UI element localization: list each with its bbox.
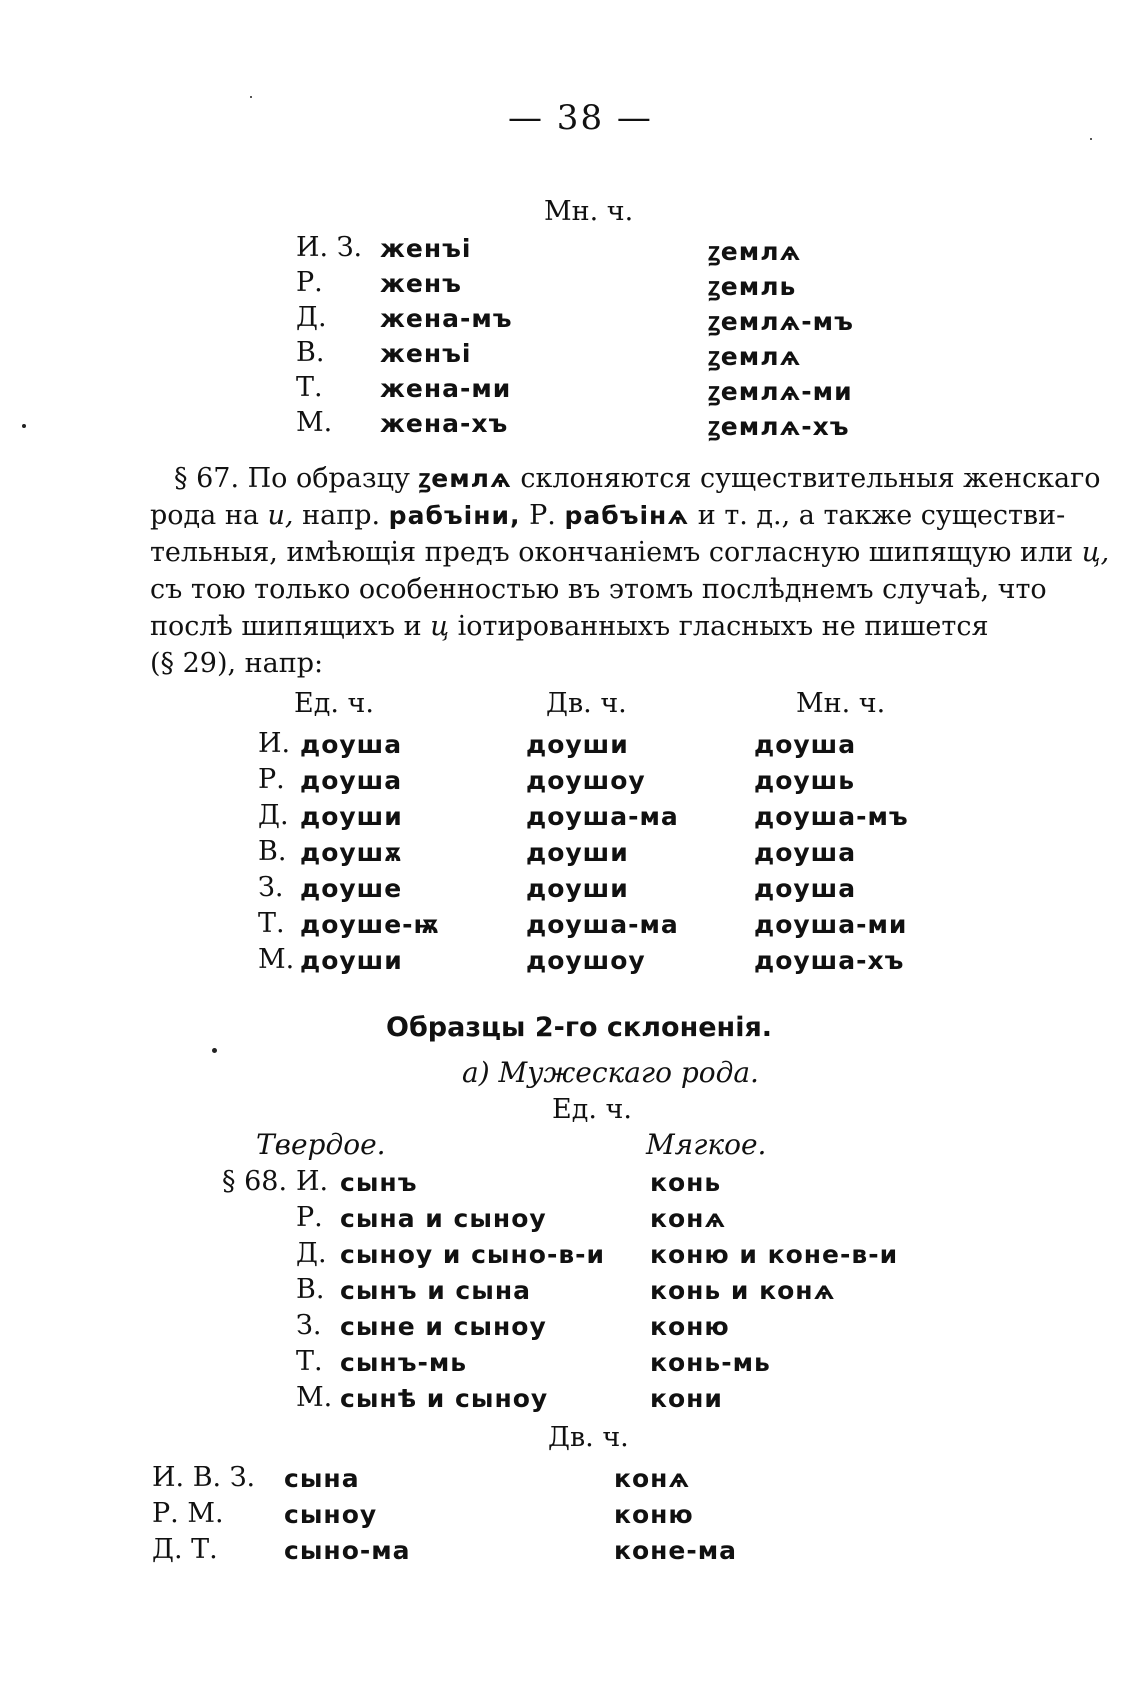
form-soft: конь-мь [650, 1348, 771, 1377]
case-label: Т. [296, 1346, 323, 1377]
paragraph-text: и т. д., а также существи- [697, 500, 1066, 531]
form-hard: сынъ и сына [340, 1276, 531, 1305]
case-label: И. [258, 728, 291, 759]
soft-label: Мягкое. [646, 1128, 767, 1161]
singular-label: Ед. ч. [552, 1094, 632, 1125]
form-left: жена-мъ [380, 304, 513, 333]
scan-speck [250, 96, 252, 98]
case-label: З. [296, 1310, 322, 1341]
form-soft: конѧ [614, 1464, 691, 1493]
cs-word: рабъінѧ [564, 501, 690, 530]
form-plural: доуша [754, 874, 857, 903]
section-heading: Образцы 2-го склоненія. [386, 1012, 773, 1043]
form-singular: доуша [300, 730, 403, 759]
form-singular: доуше-ѭ [300, 910, 440, 939]
italic-letter: и, [267, 500, 294, 531]
form-right: ꙁемлѧ-ми [708, 377, 853, 406]
form-singular: доуша [300, 766, 403, 795]
paragraph-line [150, 645, 1000, 682]
form-plural: доуша-хъ [754, 946, 905, 975]
paragraph-line [150, 571, 1047, 608]
form-soft: конь и конѧ [650, 1276, 836, 1305]
plural-header: Мн. ч. [544, 196, 634, 227]
form-soft: конѧ [650, 1204, 727, 1233]
column-header-plural: Мн. ч. [796, 688, 886, 719]
form-hard: сыне и сыноу [340, 1312, 547, 1341]
paragraph-line [150, 608, 1000, 645]
form-soft: кони [650, 1384, 723, 1413]
form-hard: сыно-ма [284, 1536, 411, 1565]
scan-speck [22, 424, 26, 428]
paragraph-text: рода на [150, 500, 259, 531]
case-label: Д. [296, 302, 327, 333]
paragraph-text: § 67. По образцу [174, 463, 410, 494]
case-label: В. [296, 337, 325, 368]
form-right: ꙁемлѧ-хъ [708, 412, 850, 441]
case-label: Т. [296, 372, 323, 403]
form-soft: коне-ма [614, 1536, 738, 1565]
paragraph-text: (§ 29), напр: [150, 648, 324, 679]
form-singular: доуше [300, 874, 403, 903]
paragraph-text: съ тою только особенностью въ этомъ послѣднемъ случаѣ, что [150, 574, 1047, 605]
case-label: Р. [296, 1202, 323, 1233]
scan-speck [212, 1048, 217, 1053]
case-label: Р. [296, 267, 323, 298]
form-dual: доуша-ма [526, 802, 679, 831]
column-header-singular: Ед. ч. [294, 688, 374, 719]
italic-letter: ц, [1081, 537, 1110, 568]
dual-label: Дв. ч. [548, 1422, 629, 1453]
form-hard: сына [284, 1464, 360, 1493]
form-hard: сынъ [340, 1168, 418, 1197]
hard-label: Твердое. [256, 1128, 386, 1161]
paragraph-line [150, 460, 1101, 497]
scan-speck [1090, 138, 1092, 140]
form-dual: доушоу [526, 946, 646, 975]
case-label: В. [258, 836, 287, 867]
form-hard: сыноу и сыно-в-и [340, 1240, 606, 1269]
paragraph-text: іотированныхъ гласныхъ не пишется [457, 611, 989, 642]
case-label: З. [258, 872, 284, 903]
form-hard: сынъ-мь [340, 1348, 468, 1377]
page-number: — 38 — [508, 98, 653, 138]
form-soft: коню [614, 1500, 694, 1529]
form-plural: доуша [754, 730, 857, 759]
form-soft: конь [650, 1168, 722, 1197]
form-dual: доуши [526, 874, 629, 903]
case-label: В. [296, 1274, 325, 1305]
form-left: жена-ми [380, 374, 512, 403]
form-dual: доушоу [526, 766, 646, 795]
form-singular: доушѫ [300, 838, 403, 867]
paragraph-line [150, 534, 1110, 571]
case-label: М. [296, 1382, 333, 1413]
case-label: Д. Т. [152, 1534, 218, 1565]
case-label: Р. [258, 764, 285, 795]
form-right: ꙁемль [708, 272, 797, 301]
case-label: М. [258, 944, 295, 975]
form-dual: доуши [526, 730, 629, 759]
case-label: И. [296, 1166, 329, 1197]
form-soft: коню [650, 1312, 730, 1341]
form-right: ꙁемлѧ [708, 342, 802, 371]
form-dual: доуши [526, 838, 629, 867]
cs-word: ꙁемлѧ [418, 464, 512, 493]
form-right: ꙁемлѧ-мъ [708, 307, 854, 336]
form-plural: доушь [754, 766, 856, 795]
case-label: Д. [258, 800, 289, 831]
form-soft: коню и коне-в-и [650, 1240, 899, 1269]
cs-word: рабъіни, [388, 501, 521, 530]
form-hard: сынѣ и сыноу [340, 1384, 549, 1413]
form-hard: сыноу [284, 1500, 378, 1529]
case-label: М. [296, 407, 333, 438]
paragraph-text: тельныя, имѣющія предъ окончаніемъ согласную шипящую или [150, 537, 1074, 568]
form-plural: доуша [754, 838, 857, 867]
paragraph-68-label: § 68. [222, 1166, 288, 1197]
form-left: женъ [380, 269, 462, 298]
form-singular: доуши [300, 802, 403, 831]
paragraph-text: Р. [529, 500, 556, 531]
paragraph-text: послѣ шипящихъ и [150, 611, 422, 642]
paragraph-line [150, 497, 1066, 534]
paragraph-text: склоняются существительныя женскаго [520, 463, 1101, 494]
paragraph-67 [150, 460, 1110, 682]
form-left: жена-хъ [380, 409, 509, 438]
italic-letter: ц [430, 611, 450, 642]
form-dual: доуша-ма [526, 910, 679, 939]
form-plural: доуша-ми [754, 910, 908, 939]
case-label: Р. М. [152, 1498, 224, 1529]
column-header-dual: Дв. ч. [546, 688, 627, 719]
case-label: Д. [296, 1238, 327, 1269]
case-label: Т. [258, 908, 285, 939]
case-label: И. В. З. [152, 1462, 256, 1493]
form-left: женъі [380, 234, 472, 263]
case-label: И. З. [296, 232, 363, 263]
form-right: ꙁемлѧ [708, 237, 802, 266]
form-hard: сына и сыноу [340, 1204, 547, 1233]
paragraph-text: напр. [302, 500, 381, 531]
form-left: женъі [380, 339, 472, 368]
form-plural: доуша-мъ [754, 802, 909, 831]
form-singular: доуши [300, 946, 403, 975]
subheading: а) Мужескаго рода. [462, 1056, 759, 1089]
